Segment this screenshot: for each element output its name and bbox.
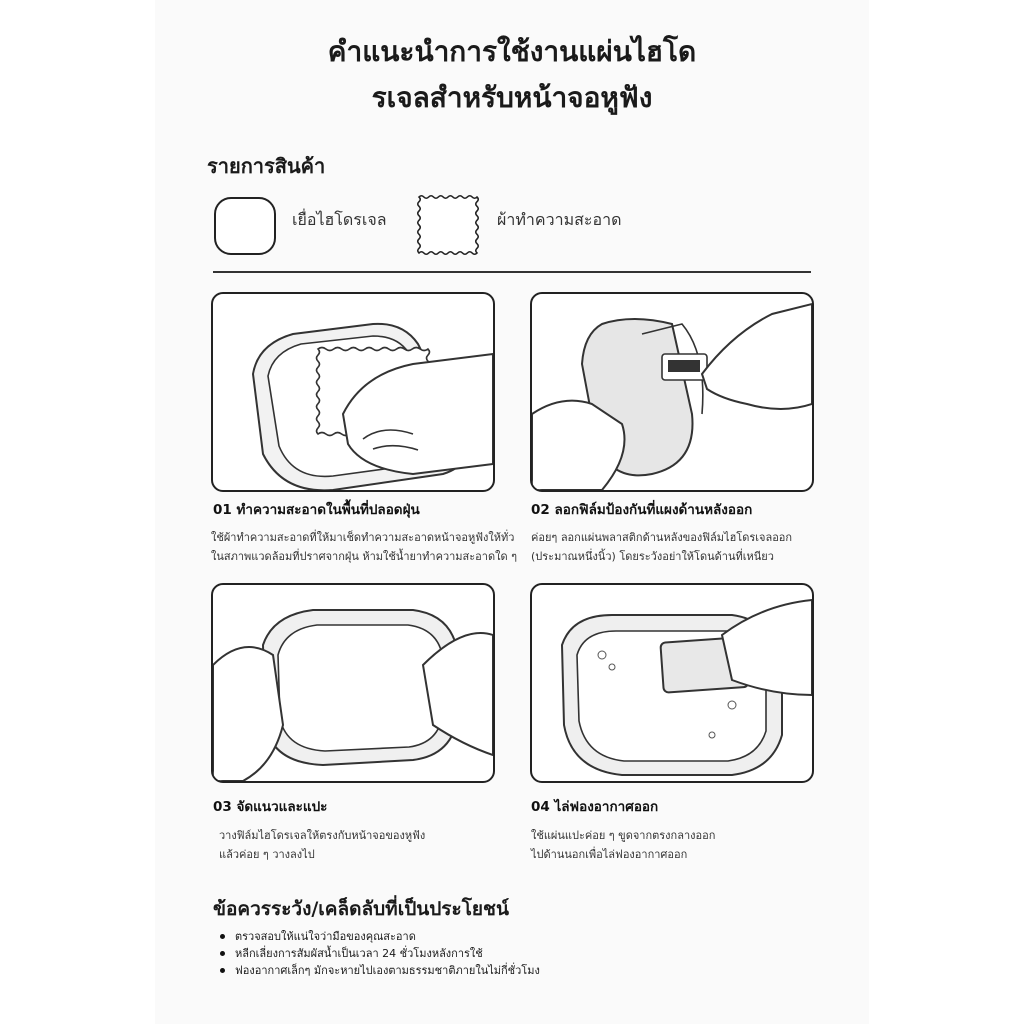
cleaning-cloth-label: ผ้าทำความสะอาด [497, 210, 622, 229]
tip-text: หลีกเลี่ยงการสัมผัสน้ำเป็นเวลา 24 ชั่วโมงหลังการใช้ [235, 947, 483, 960]
tip-text: ตรวจสอบให้แน่ใจว่ามือของคุณสะอาด [235, 930, 416, 943]
step-1-illustration [211, 292, 495, 492]
bullet-icon [220, 968, 225, 973]
step-1-heading: 01 ทำความสะอาดในพื้นที่ปลอดฝุ่น [213, 502, 420, 518]
bullet-icon [220, 951, 225, 956]
step-1-desc-line-1: ใช้ผ้าทำความสะอาดที่ให้มาเช็ดทำความสะอาดหน้าจอหูฟังให้ทั่ว [211, 531, 515, 544]
step-2-heading: 02 ลอกฟิล์มป้องกันที่แผงด้านหลังออก [531, 502, 753, 518]
step-4-description [531, 826, 715, 864]
step-3-description [219, 826, 425, 864]
step-2-illustration [530, 292, 814, 492]
step-4-desc-line-2: ไปด้านนอกเพื่อไล่ฟองอากาศออก [531, 848, 688, 861]
step-4-heading: 04 ไล่ฟองอากาศออก [531, 799, 659, 815]
step-2-desc-line-2: (ประมาณหนึ่งนิ้ว) โดยระวังอย่าให้โดนด้านที่เหนียว [531, 550, 774, 563]
step-3-desc-line-1: วางฟิล์มไฮโดรเจลให้ตรงกับหน้าจอของหูฟัง [219, 829, 426, 842]
page-title-line-2: รเจลสำหรับหน้าจอหูฟัง [371, 81, 653, 114]
tip-item [220, 962, 540, 979]
step-1-desc-line-2: ในสภาพแวดล้อมที่ปราศจากฝุ่น ห้ามใช้น้ำยาทำความสะอาดใด ๆ [211, 550, 518, 563]
cleaning-cloth-icon [415, 193, 481, 257]
step-3-illustration [211, 583, 495, 783]
tip-item [220, 928, 540, 945]
tips-heading: ข้อควรระวัง/เคล็ดลับที่เป็นประโยชน์ [213, 898, 509, 920]
page-title-line-1: คำแนะนำการใช้งานแผ่นไฮโด [327, 35, 697, 68]
step-1-description [211, 528, 517, 566]
step-4-desc-line-1: ใช้แผ่นแปะค่อย ๆ ขูดจากตรงกลางออก [531, 829, 716, 842]
hydrogel-film-icon [213, 196, 277, 256]
items-heading: รายการสินค้า [207, 154, 326, 178]
bullet-icon [220, 934, 225, 939]
step-4-illustration [530, 583, 814, 783]
divider [213, 271, 811, 273]
tip-text: ฟองอากาศเล็กๆ มักจะหายไปเองตามธรรมชาติภายในไม่กี่ชั่วโมง [235, 964, 540, 977]
tips-list [220, 928, 540, 979]
step-3-desc-line-2: แล้วค่อย ๆ วางลงไป [219, 848, 315, 861]
step-2-description [531, 528, 792, 566]
hydrogel-film-label: เยื่อไฮโดรเจล [292, 210, 387, 229]
step-2-desc-line-1: ค่อยๆ ลอกแผ่นพลาสติกด้านหลังของฟิล์มไฮโดรเจลออก [531, 531, 793, 544]
step-3-heading: 03 จัดแนวและแปะ [213, 799, 328, 815]
tip-item [220, 945, 540, 962]
